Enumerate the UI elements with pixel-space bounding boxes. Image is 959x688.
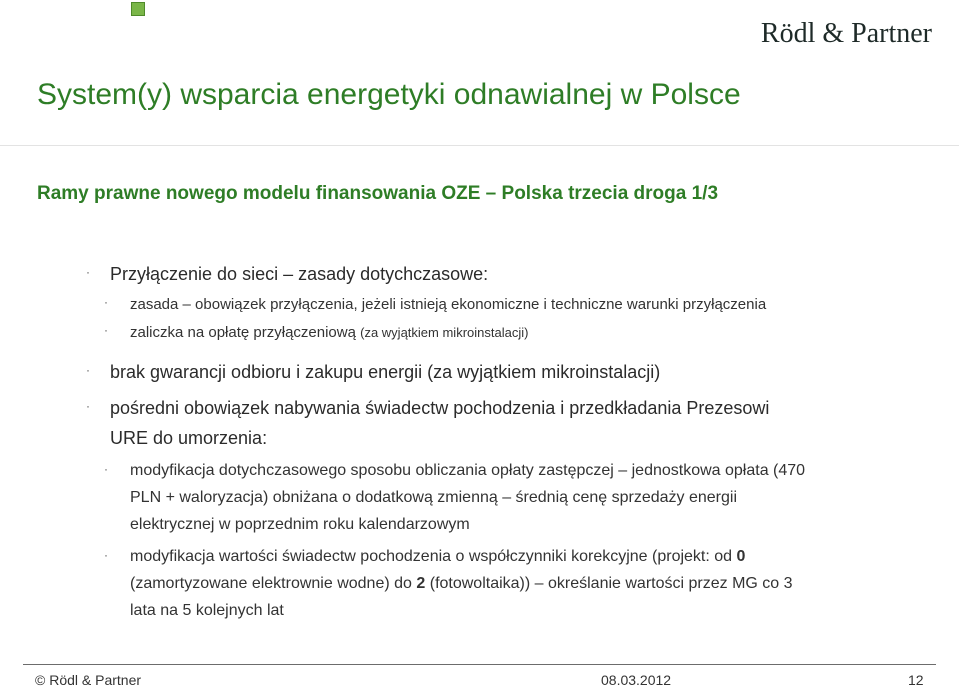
page-title: System(y) wsparcia energetyki odnawialnej w Polsce bbox=[37, 78, 741, 111]
footer-divider bbox=[23, 664, 936, 665]
bullet-icon: · bbox=[104, 323, 108, 337]
footer-copyright: © Rödl & Partner bbox=[35, 672, 142, 688]
green-square-icon bbox=[131, 2, 145, 16]
bullet-item-indirect-obligation: pośredni obowiązek nabywania świadectw pochodzenia i przedkładania Prezesowi bbox=[110, 398, 770, 418]
bullet-item-no-guarantee: brak gwarancji odbioru i zakupu energii (za wyjątkiem mikroinstalacji) bbox=[110, 362, 661, 382]
cert-line-3: lata na 5 kolejnych lat bbox=[130, 602, 284, 619]
bullet-item-indirect-obligation-cont: URE do umorzenia: bbox=[110, 428, 268, 448]
advance-note: (za wyjątkiem mikroinstalacji) bbox=[360, 325, 529, 340]
sub-bullet-advance bbox=[130, 324, 528, 341]
bullet-icon: · bbox=[104, 462, 108, 476]
cert-line-1-text: modyfikacja wartości świadectw pochodzenia o współczynniki korekcyjne (projekt: od bbox=[130, 548, 733, 565]
title-divider bbox=[0, 145, 959, 146]
slide-subtitle: Ramy prawne nowego modelu finansowania OZE – Polska trzecia droga 1/3 bbox=[37, 183, 719, 204]
bullet-icon: · bbox=[86, 363, 90, 377]
bullet-icon: · bbox=[104, 295, 108, 309]
bullet-icon: · bbox=[104, 548, 108, 562]
fee-line-1: modyfikacja dotychczasowego sposobu obliczania opłaty zastępczej – jednostkowa opłata (470 bbox=[130, 462, 806, 479]
sub-bullet-certificate-modification bbox=[130, 543, 930, 624]
cert-line-2-text-c: (fotowoltaika)) – określanie wartości przez MG co 3 bbox=[429, 575, 793, 592]
footer-page-number: 12 bbox=[908, 672, 924, 688]
footer-date: 08.03.2012 bbox=[601, 672, 672, 688]
sub-bullet-obligation: zasada – obowiązek przyłączenia, jeżeli istnieją ekonomiczne i techniczne warunki przyłączenia bbox=[130, 296, 767, 313]
advance-text: zaliczka na opłatę przyłączeniową bbox=[130, 324, 356, 341]
cert-line-2-text-a: (zamortyzowane elektrownie wodne) do bbox=[130, 575, 412, 592]
cert-value-2: 2 bbox=[416, 575, 426, 592]
bullet-item-connection: Przyłączenie do sieci – zasady dotychczasowe: bbox=[110, 264, 489, 284]
bullet-icon: · bbox=[86, 265, 90, 279]
fee-line-2: PLN + waloryzacja) obniżana o dodatkową zmienną – średnią cenę sprzedaży energii bbox=[130, 489, 738, 506]
fee-line-3: elektrycznej w poprzednim roku kalendarzowym bbox=[130, 516, 470, 533]
cert-line-1 bbox=[130, 543, 930, 570]
sub-bullet-fee-modification bbox=[130, 457, 930, 538]
cert-value-0: 0 bbox=[736, 548, 746, 565]
bullet-icon: · bbox=[86, 399, 90, 413]
cert-line-2 bbox=[130, 570, 930, 597]
company-logo: Rödl & Partner bbox=[760, 18, 932, 49]
